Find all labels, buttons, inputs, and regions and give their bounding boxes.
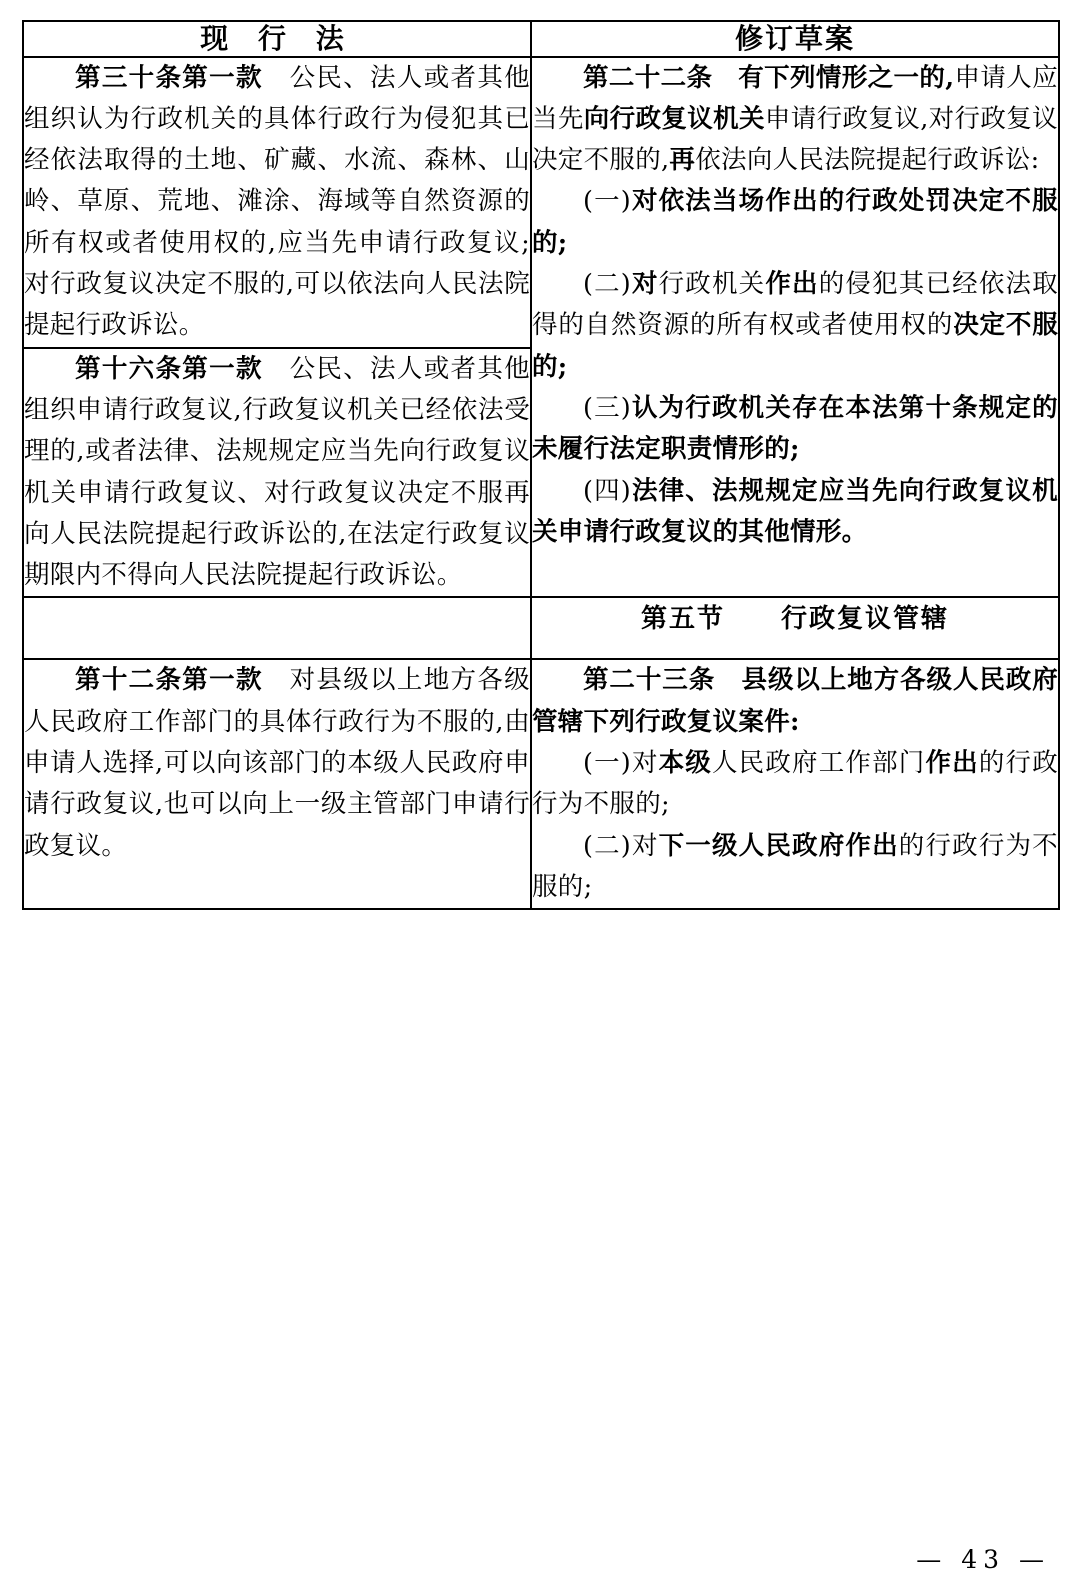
text-run: (一) <box>583 186 632 217</box>
table-header-row <box>23 21 1059 57</box>
text-run-emphasis: 向行政复议机关 <box>583 103 765 134</box>
text-run: 申请行政复议,对行政复议决定不服的, <box>532 103 1058 176</box>
cell-current-law-article-12 <box>23 659 531 909</box>
text-run-emphasis: 县级以上地方各级人民政府管辖下列行政复议案件: <box>532 665 1058 737</box>
text-run-emphasis: 对依法当场作出的行政处罚决定不服的; <box>532 186 1058 258</box>
text-run: 行政机关 <box>658 269 766 300</box>
text-run: 依法向人民法院提起行政诉讼: <box>695 145 1040 176</box>
comparison-table <box>22 20 1060 910</box>
paragraph <box>532 826 1058 909</box>
paragraph <box>532 743 1058 826</box>
paragraph <box>24 660 530 866</box>
text-run-emphasis: 作出 <box>765 269 819 300</box>
text-run-emphasis: 作出 <box>925 748 979 779</box>
text-run-emphasis: 第三十条第一款 <box>75 62 263 93</box>
text-run: 人民政府工作部门 <box>712 748 926 779</box>
text-run-emphasis: 再 <box>669 145 696 176</box>
paragraph <box>532 181 1058 264</box>
table-row <box>23 659 1059 909</box>
text-run: 对县级以上地方各级人民政府工作部门的具体行政行为不服的,由申请人选择,可以向该部门的本级人民政府申请行政复议,也可以向上一级主管部门申请行政复议。 <box>24 665 530 861</box>
paragraph <box>532 471 1058 554</box>
column-header-current-law: 现 行 法 <box>23 21 531 57</box>
cell-draft-article-22 <box>531 57 1059 598</box>
text-run-emphasis: 认为行政机关存在本法第十条规定的未履行法定职责情形的; <box>532 392 1058 465</box>
text-run-emphasis: 本级 <box>658 748 712 779</box>
paragraph <box>532 388 1058 471</box>
cell-empty <box>23 597 531 659</box>
text-run-emphasis: 第十六条第一款 <box>75 353 263 384</box>
paragraph <box>24 58 530 347</box>
text-run-emphasis: 法律、法规规定应当先向行政复议机关申请行政复议的其他情形。 <box>532 475 1058 547</box>
text-run-emphasis: 第十二条第一款 <box>75 665 263 696</box>
cell-current-law-article-30 <box>23 57 531 348</box>
text-run-emphasis: 有下列情形之一的, <box>712 62 955 93</box>
text-run: 的侵犯其已经依法取得的自然资源的所有权或者使用权的 <box>532 269 1058 341</box>
section-title-jurisdiction: 第五节 行政复议管辖 <box>531 597 1059 659</box>
text-run: 申请人 <box>954 62 1033 93</box>
paragraph <box>532 58 1058 182</box>
column-header-revision-draft: 修订草案 <box>531 21 1059 57</box>
text-run: (二) <box>583 269 632 300</box>
text-run: (四) <box>583 475 632 506</box>
text-run: 应当先 <box>532 62 1058 134</box>
cell-current-law-article-16 <box>23 348 531 598</box>
text-run-emphasis: 下一级人民政府 <box>658 830 846 861</box>
text-run: 公民、法人或者其他组织认为行政机关的具体行政行为侵犯其已经依法取得的土地、矿藏、水流、森林、山岭、草原、荒地、滩涂、海域等自然资源的所有权或者使用权的,应当先申请行政复议;对行政复议决定不服的,可以依法向人民法院提起行政诉讼。 <box>24 62 530 341</box>
page-number: — 43 — <box>916 1545 1050 1574</box>
text-run: (一)对 <box>583 748 659 779</box>
paragraph <box>532 660 1058 743</box>
table-row <box>23 57 1059 348</box>
text-run-emphasis: 第二十三条 <box>583 665 716 696</box>
text-run: (二)对 <box>583 830 659 861</box>
text-run-emphasis: 对 <box>631 269 659 300</box>
text-run-emphasis: 作出 <box>845 830 899 861</box>
cell-draft-article-23 <box>531 659 1059 909</box>
text-run-emphasis: 第二十二条 <box>583 62 713 93</box>
text-run: (三) <box>583 392 632 423</box>
text-run: 的行政行为不服的; <box>532 830 1058 902</box>
text-run: 公民、法人或者其他组织申请行政复议,行政复议机关已经依法受理的,或者法律、法规规定应当先向行政复议机关申请行政复议、对行政复议决定不服再向人民法院提起行政诉讼的,在法定行政复议期限内不得向人民法院提起行政诉讼。 <box>24 353 530 591</box>
table-row-section-heading <box>23 597 1059 659</box>
text-run-emphasis: 决定不服的; <box>532 310 1058 382</box>
paragraph <box>24 349 530 597</box>
text-run: 的行政行为不服的; <box>532 748 1058 820</box>
paragraph <box>532 264 1058 388</box>
